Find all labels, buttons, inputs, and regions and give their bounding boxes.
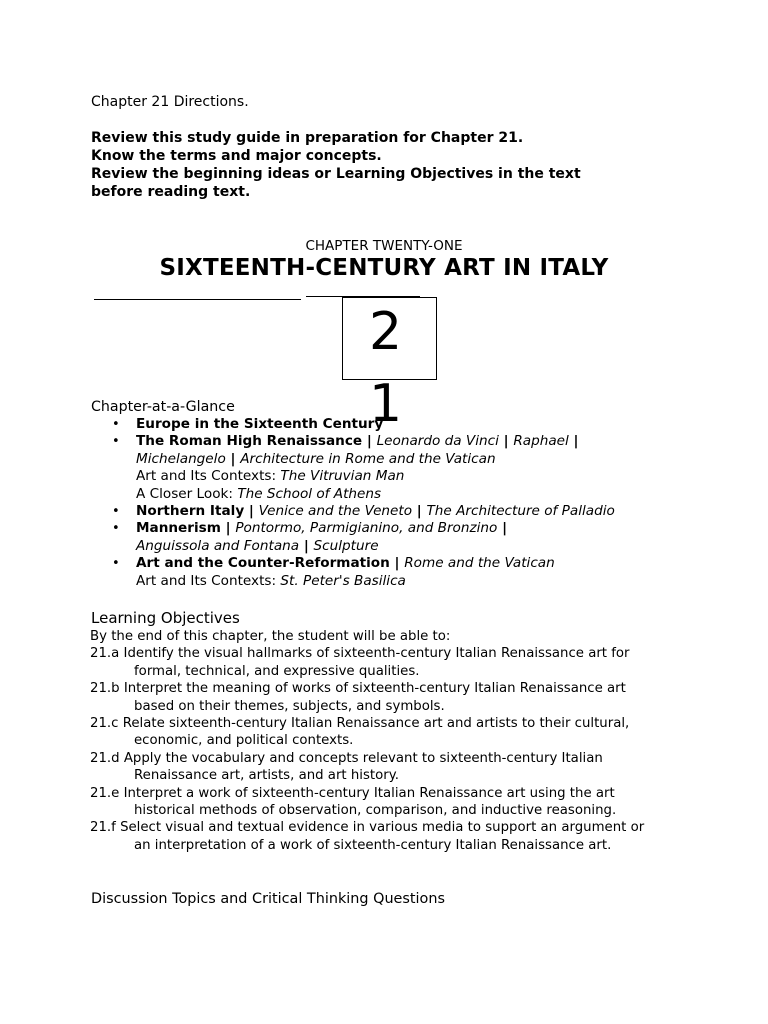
bullet-icon: • xyxy=(112,434,120,450)
glance-subline xyxy=(112,573,615,590)
separator: | xyxy=(225,450,241,467)
objective-code: 21.f xyxy=(90,820,116,836)
glance-item-topic: Pontormo, Parmigianino, and Bronzino xyxy=(235,520,498,537)
separator: | xyxy=(498,433,514,450)
glance-item-title: The Roman High Renaissance xyxy=(136,433,363,450)
objective-item xyxy=(90,819,644,836)
objectives-intro: By the end of this chapter, the student will be able to: xyxy=(90,629,451,644)
glance-item xyxy=(112,433,615,450)
glance-list xyxy=(112,416,615,590)
glance-item xyxy=(112,520,615,537)
objective-text: Select visual and textual evidence in various media to support an argument or xyxy=(120,820,645,836)
objective-continuation: historical methods of observation, comparison, and inductive reasoning. xyxy=(134,803,617,819)
chapter-title: SIXTEENTH-CENTURY ART IN ITALY xyxy=(159,255,609,281)
glance-item xyxy=(112,503,615,520)
glance-subline xyxy=(112,451,615,468)
objective-text: Apply the vocabulary and concepts relevant to sixteenth-century Italian xyxy=(123,750,603,766)
glance-item-topic: Anguissola and Fontana xyxy=(136,537,300,554)
objective-item xyxy=(90,715,644,732)
glance-subline xyxy=(112,486,615,503)
glance-item xyxy=(112,555,615,572)
discussion-heading: Discussion Topics and Critical Thinking Questions xyxy=(91,891,445,907)
bullet-icon: • xyxy=(112,504,120,520)
separator: | xyxy=(389,555,405,572)
objective-code: 21.d xyxy=(90,750,120,766)
glance-item-topic: Sculpture xyxy=(313,537,379,554)
chapter-number-digit: 2 xyxy=(369,302,403,362)
objective-text: Interpret the meaning of works of sixteenth-century Italian Renaissance art xyxy=(123,681,626,697)
objective-continuation: formal, technical, and expressive qualities. xyxy=(134,663,420,679)
directions-line: Review the beginning ideas or Learning Objectives in the text xyxy=(91,166,581,182)
separator: | xyxy=(362,433,377,450)
chapter-label: CHAPTER TWENTY-ONE xyxy=(305,238,463,254)
glance-item-topic: The Architecture of Palladio xyxy=(426,503,615,520)
glance-item-topic: Rome and the Vatican xyxy=(404,555,555,572)
objective-item xyxy=(90,680,644,697)
chapter-number xyxy=(369,303,409,433)
objective-item xyxy=(90,785,644,802)
glance-subline xyxy=(112,538,615,555)
objective-item xyxy=(90,645,644,662)
glance-item-title: Mannerism xyxy=(136,520,221,537)
context-label: Art and Its Contexts: xyxy=(136,468,281,485)
directions-line: Know the terms and major concepts. xyxy=(91,148,382,164)
objective-continuation: based on their themes, subjects, and symbols. xyxy=(134,698,445,714)
objective-continuation: economic, and political contexts. xyxy=(134,733,354,749)
glance-item-title: Europe in the Sixteenth Century xyxy=(136,416,384,432)
bullet-icon: • xyxy=(112,521,120,537)
objectives-heading: Learning Objectives xyxy=(91,609,240,627)
separator: | xyxy=(568,433,579,450)
glance-item-topic: The Vitruvian Man xyxy=(280,468,405,485)
objective-text: Relate sixteenth-century Italian Renaissance art and artists to their cultural, xyxy=(122,716,630,732)
glance-item xyxy=(112,416,615,433)
objective-item xyxy=(90,750,644,767)
objective-code: 21.a xyxy=(90,646,120,662)
bullet-icon: • xyxy=(112,556,120,572)
objective-code: 21.b xyxy=(90,681,120,697)
glance-item-topic: Michelangelo xyxy=(136,450,226,467)
objective-text: Identify the visual hallmarks of sixteenth-century Italian Renaissance art for xyxy=(123,646,630,662)
bullet-icon: • xyxy=(112,417,120,432)
objective-code: 21.e xyxy=(90,785,120,801)
separator: | xyxy=(220,520,236,537)
directions-line: before reading text. xyxy=(91,184,251,200)
glance-item-topic: St. Peter's Basilica xyxy=(280,572,406,589)
glance-heading: Chapter-at-a-Glance xyxy=(91,399,235,415)
glance-item-topic: Raphael xyxy=(513,433,569,450)
objectives-list xyxy=(90,628,644,854)
glance-item-topic: The School of Athens xyxy=(237,485,382,502)
glance-subline xyxy=(112,468,615,485)
directions-line: Review this study guide in preparation for Chapter 21. xyxy=(91,130,524,146)
objective-continuation: an interpretation of a work of sixteenth-century Italian Renaissance art. xyxy=(134,837,612,853)
directions-heading: Chapter 21 Directions. xyxy=(91,94,249,110)
glance-item-title: Northern Italy xyxy=(136,503,245,520)
separator: | xyxy=(497,520,508,537)
directions-block xyxy=(91,129,581,201)
glance-item-topic: Architecture in Rome and the Vatican xyxy=(240,450,496,467)
separator: | xyxy=(412,503,427,520)
separator: | xyxy=(244,503,259,520)
objective-text: Interpret a work of sixteenth-century Italian Renaissance art using the art xyxy=(123,785,615,801)
glance-item-topic: Venice and the Veneto xyxy=(258,503,413,520)
objective-continuation: Renaissance art, artists, and art history. xyxy=(134,768,399,784)
objective-code: 21.c xyxy=(90,716,119,732)
separator: | xyxy=(299,537,314,554)
context-label: A Closer Look: xyxy=(136,485,238,502)
glance-item-topic: Leonardo da Vinci xyxy=(376,433,499,450)
glance-item-title: Art and the Counter-Reformation xyxy=(136,555,390,572)
context-label: Art and Its Contexts: xyxy=(136,572,281,589)
title-rule-left xyxy=(94,299,301,300)
chapter-number-digit: 1 xyxy=(369,374,403,434)
